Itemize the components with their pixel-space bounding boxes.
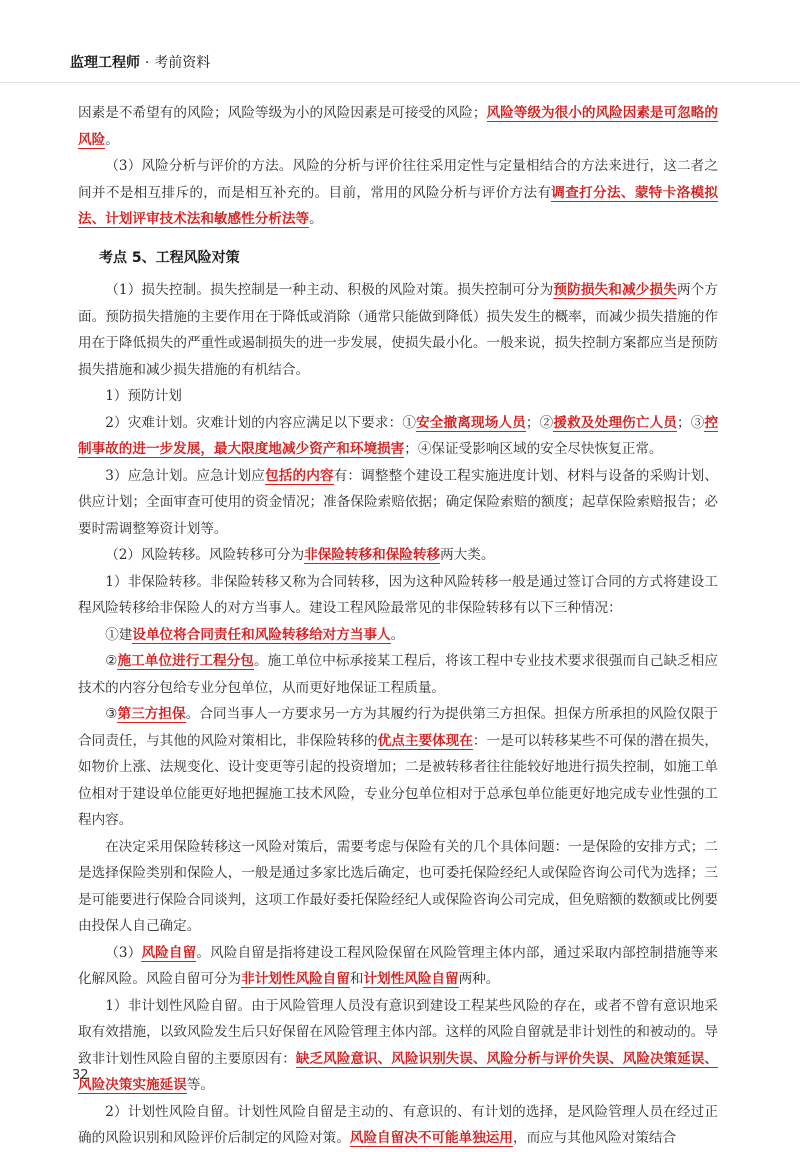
- page-header: [70, 52, 210, 72]
- text: 有：调整整个建设工程实施进度计划、材料与设备的采购计划、供应计划；全面审查可使用的资金情况；准备保险索赔依据；确定保险索赔的额度；起草保险索赔报告；必要时需调整筹资计划等。: [78, 467, 718, 537]
- paragraph: [78, 277, 718, 383]
- text: 两个方面。预防损失措施的主要作用在于降低或消除（通常只能做到降低）损失发生的概率，而减少损失措施的作用在于降低损失的严重性或遏制损失的进一步发展，使损失最小化。一般来说，损失控制方案都应当是预防损失措施和减少损失措施的有机结合。: [78, 282, 718, 378]
- paragraph: [78, 100, 718, 153]
- paragraph: [78, 622, 718, 649]
- text: ：一是可以转移某些不可保的潜在损失，如物价上涨、法规变化、设计变更等引起的投资增加；二是被转移者往往能较好地进行损失控制，如施工单位相对于建设单位能更好地把握施工技术风险，专业分包单位相对于总承包单位能更好地完成专业性强的工程内容。: [78, 732, 719, 828]
- paragraph: [78, 648, 718, 701]
- paragraph: [78, 940, 718, 993]
- paragraph: [78, 410, 718, 463]
- text: 。风险自留是指将建设工程风险保留在风险管理主体内部，通过采取内部控制措施等来化解风险。风险自留可分为: [78, 944, 719, 987]
- text: ①建: [105, 626, 133, 643]
- paragraph: [78, 463, 718, 543]
- text: 等。: [186, 1077, 214, 1093]
- paragraph: [78, 569, 718, 622]
- text: 。: [309, 211, 323, 227]
- text: 2）计划性风险自留。计划性风险自留是主动的、有意识的、有计划的选择，是风险管理人员在经过正确的风险识别和风险评价后制定的风险对策。: [78, 1103, 718, 1146]
- text: （3）: [105, 944, 142, 961]
- highlight: 包括的内容: [265, 467, 334, 484]
- text: 2）灾难计划。灾难计划的内容应满足以下要求：①: [105, 414, 417, 431]
- highlight: 非保险转移和保险转移: [304, 547, 441, 563]
- highlight: 优点主要体现在: [377, 732, 473, 749]
- text: 1）非保险转移。非保险转移又称为合同转移，因为这种风险转移一般是通过签订合同的方式将建设工程风险转移给非保险人的对方当事人。建设工程风险最常见的非保险转移有以下三种情况：: [78, 573, 718, 616]
- text: 因素是不希望有的风险；风险等级为小的风险因素是可接受的风险；: [78, 105, 487, 121]
- highlight: 控制事故的进一步发展，最大限度地减少资产和环境损害: [78, 414, 719, 457]
- paragraph: [78, 993, 718, 1099]
- text: 。: [105, 131, 119, 148]
- highlight: 施工单位进行工程分包: [117, 653, 254, 669]
- highlight: 缺乏风险意识、风险识别失误、风险分析与评价失误、风险决策延误、风险决策实施延误: [78, 1050, 719, 1093]
- highlight: 风险自留: [141, 944, 197, 961]
- text: ；④保证受影响区域的安全尽快恢复正常。: [404, 441, 663, 457]
- paragraph: [78, 1099, 718, 1152]
- text: ；③: [676, 414, 705, 431]
- header-title: 监理工程师: [70, 55, 140, 71]
- text: 1）预防计划: [105, 388, 182, 404]
- header-divider: [0, 82, 800, 83]
- text: 3）应急计划。应急计划应: [105, 467, 266, 484]
- header-subtitle: 考前资料: [154, 55, 211, 71]
- text: 两种。: [458, 971, 500, 987]
- header-separator: ·: [144, 55, 150, 71]
- text: ；②: [525, 414, 554, 431]
- highlight: 调查打分法、蒙特卡洛模拟法、计划评审技术法和敏感性分析法等: [78, 184, 719, 227]
- highlight: 风险自留决不可能单独运用: [349, 1130, 513, 1146]
- text: 在决定采用保险转移这一风险对策后，需要考虑与保险有关的几个具体问题：一是保险的安排方式；二是选择保险类别和保险人，一般是通过多家比选后确定，也可委托保险经纪人或保险咨询公司代为选择；三是可能要进行保险合同谈判，这项工作最好委托保险经纪人或保险咨询公司完成，但免赔额的数额或比例要由投保人自己确定。: [78, 838, 718, 934]
- highlight: 计划性风险自留: [363, 971, 459, 987]
- text: （3）风险分析与评价的方法。风险的分析与评价往往采用定性与定量相结合的方法来进行，这二者之间并不是相互排斥的，而是相互补充的。目前，常用的风险分析与评价方法有: [78, 158, 718, 201]
- highlight: 设单位将合同责任和风险转移给对方当事人: [132, 626, 391, 643]
- text: 。合同当事人一方要求另一方为其履约行为提供第三方担保。担保方所承担的风险仅限于合同责任，与其他的风险对策相比，非保险转移的: [78, 706, 719, 749]
- text: 。: [390, 626, 405, 643]
- section-title: 考点 5、工程风险对策: [99, 249, 240, 266]
- highlight: 第三方担保: [117, 706, 186, 722]
- text: 1）非计划性风险自留。由于风险管理人员没有意识到建设工程某些风险的存在，或者不曾有意识地采取有效措施，以致风险发生后只好保留在风险管理主体内部。这样的风险自留就是非计划性的和被动的。导致非计划性风险自留的主要原因有：: [78, 997, 718, 1067]
- text: ②: [105, 653, 118, 669]
- highlight: 风险等级为很小的风险因素是可忽略的风险: [78, 105, 718, 148]
- page-number: 32: [72, 1068, 89, 1083]
- text: 。施工单位中标承接某工程后，将该工程中专业技术要求很强而自己缺乏相应技术的内容分包给专业分包单位，从而更好地保证工程质量。: [78, 653, 719, 696]
- text: 和: [349, 971, 364, 987]
- text: 两大类。: [440, 547, 495, 563]
- highlight: 援救及处理伤亡人员: [553, 414, 677, 431]
- text: （1）损失控制。损失控制是一种主动、积极的风险对策。损失控制可分为: [105, 282, 554, 298]
- paragraph: [78, 383, 718, 410]
- paragraph: [78, 542, 718, 569]
- paragraph: [78, 701, 718, 834]
- paragraph: [78, 153, 718, 233]
- highlight: 安全撤离现场人员: [416, 414, 526, 431]
- text: ③: [105, 706, 118, 722]
- document-body: [78, 100, 718, 1152]
- highlight: 预防损失和减少损失: [553, 282, 677, 298]
- highlight: 非计划性风险自留: [241, 971, 350, 987]
- paragraph: [78, 834, 718, 940]
- text: （2）风险转移。风险转移可分为: [105, 547, 305, 563]
- text: ，而应与其他风险对策结合: [513, 1130, 677, 1146]
